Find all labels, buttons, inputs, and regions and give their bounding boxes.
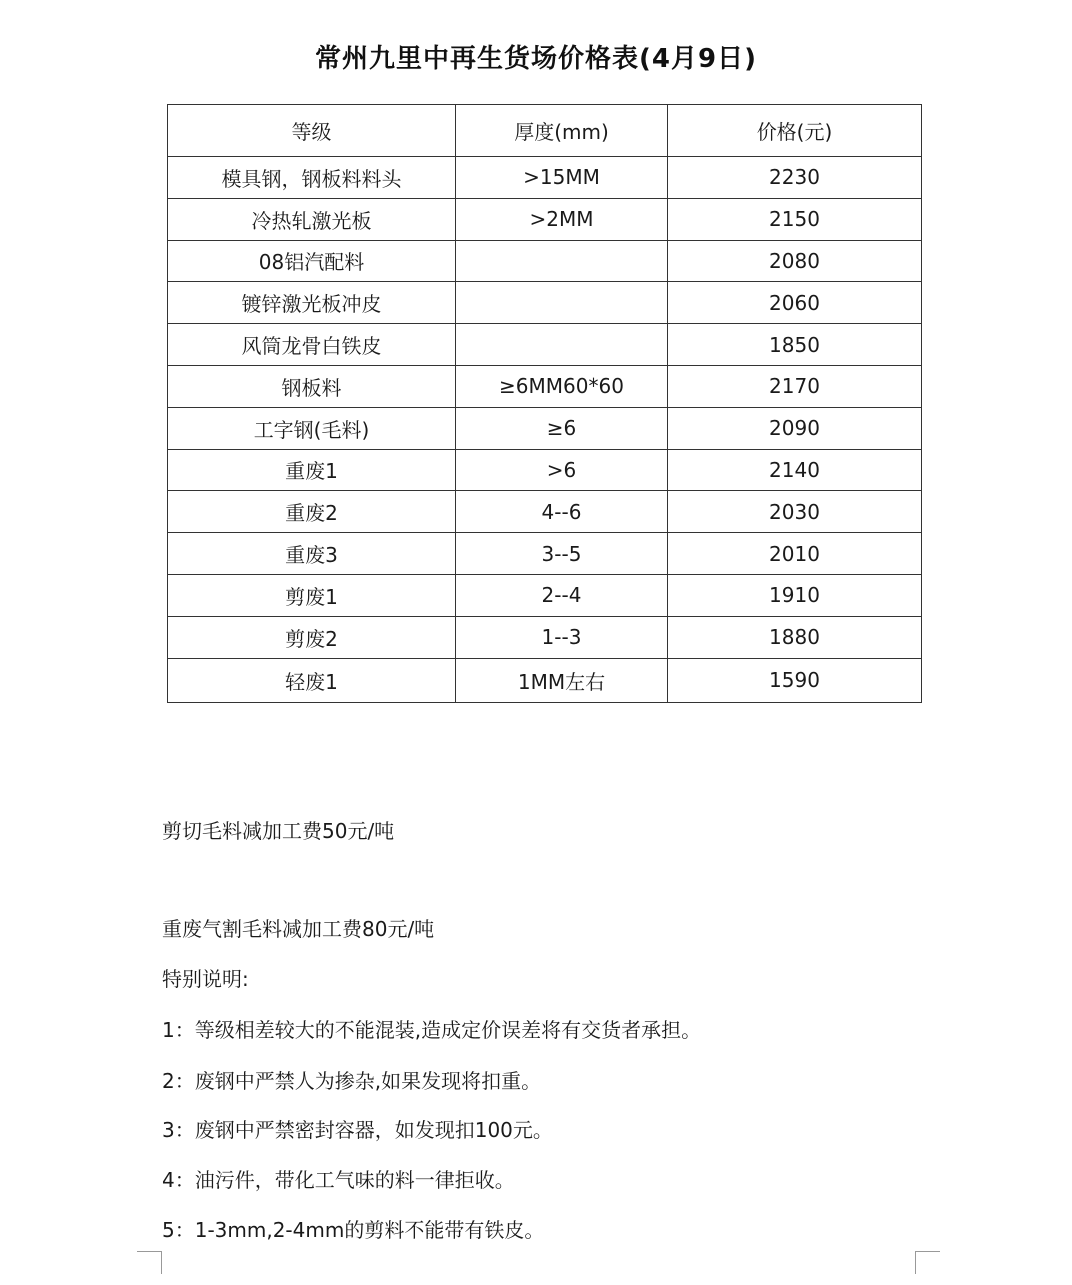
cell-grade: 钢板料 bbox=[168, 365, 456, 407]
cell-grade: 剪废2 bbox=[168, 616, 456, 658]
cell-thickness: 1--3 bbox=[456, 616, 668, 658]
cell-thickness: 2--4 bbox=[456, 574, 668, 616]
cell-price: 2030 bbox=[668, 491, 922, 533]
table-row bbox=[168, 282, 922, 324]
table-row bbox=[168, 324, 922, 366]
cell-grade: 轻废1 bbox=[168, 658, 456, 702]
cell-grade: 工字钢(毛料) bbox=[168, 407, 456, 449]
cell-thickness: >6 bbox=[456, 449, 668, 491]
cell-grade: 剪废1 bbox=[168, 574, 456, 616]
special-note-item: 2：废钢中严禁人为掺杂,如果发现将扣重。 bbox=[162, 1069, 542, 1093]
header-thickness: 厚度(mm) bbox=[456, 105, 668, 157]
cell-thickness: ≥6 bbox=[456, 407, 668, 449]
processing-fee-shear: 剪切毛料减加工费50元/吨 bbox=[162, 819, 395, 843]
cell-price: 2230 bbox=[668, 157, 922, 199]
cell-grade: 冷热轧激光板 bbox=[168, 198, 456, 240]
cell-price: 2080 bbox=[668, 240, 922, 282]
cell-price: 1590 bbox=[668, 658, 922, 702]
page-corner-mark-right bbox=[915, 1251, 940, 1274]
cell-grade: 重废3 bbox=[168, 533, 456, 575]
cell-price: 2090 bbox=[668, 407, 922, 449]
special-notes-heading: 特别说明: bbox=[162, 967, 249, 991]
cell-thickness bbox=[456, 240, 668, 282]
cell-price: 1880 bbox=[668, 616, 922, 658]
cell-grade: 重废1 bbox=[168, 449, 456, 491]
cell-price: 2170 bbox=[668, 365, 922, 407]
page-title: 常州九里中再生货场价格表(4月9日) bbox=[315, 44, 757, 74]
cell-grade: 08铝汽配料 bbox=[168, 240, 456, 282]
table-row bbox=[168, 240, 922, 282]
table-row bbox=[168, 449, 922, 491]
table-row bbox=[168, 491, 922, 533]
cell-price: 2150 bbox=[668, 198, 922, 240]
cell-price: 1850 bbox=[668, 324, 922, 366]
special-note-item: 5：1-3mm,2-4mm的剪料不能带有铁皮。 bbox=[162, 1218, 545, 1242]
table-row bbox=[168, 616, 922, 658]
price-table bbox=[167, 104, 922, 703]
page-corner-mark-left bbox=[137, 1251, 162, 1274]
cell-grade: 镀锌激光板冲皮 bbox=[168, 282, 456, 324]
processing-fee-gas-cut: 重废气割毛料减加工费80元/吨 bbox=[162, 917, 435, 941]
header-price: 价格(元) bbox=[668, 105, 922, 157]
cell-grade: 模具钢，钢板料料头 bbox=[168, 157, 456, 199]
table-row bbox=[168, 574, 922, 616]
cell-thickness: 3--5 bbox=[456, 533, 668, 575]
cell-thickness bbox=[456, 324, 668, 366]
table-row bbox=[168, 365, 922, 407]
header-grade: 等级 bbox=[168, 105, 456, 157]
table-header-row bbox=[168, 105, 922, 157]
cell-thickness: ≥6MM60*60 bbox=[456, 365, 668, 407]
table-row bbox=[168, 658, 922, 702]
table-row bbox=[168, 198, 922, 240]
special-note-item: 3：废钢中严禁密封容器，如发现扣100元。 bbox=[162, 1118, 553, 1142]
cell-price: 2060 bbox=[668, 282, 922, 324]
cell-price: 2010 bbox=[668, 533, 922, 575]
cell-thickness: >15MM bbox=[456, 157, 668, 199]
table-row bbox=[168, 533, 922, 575]
special-note-item: 4：油污件，带化工气味的料一律拒收。 bbox=[162, 1168, 515, 1192]
table-row bbox=[168, 157, 922, 199]
cell-price: 1910 bbox=[668, 574, 922, 616]
cell-price: 2140 bbox=[668, 449, 922, 491]
cell-thickness: >2MM bbox=[456, 198, 668, 240]
cell-thickness: 1MM左右 bbox=[456, 658, 668, 702]
table-row bbox=[168, 407, 922, 449]
cell-grade: 风筒龙骨白铁皮 bbox=[168, 324, 456, 366]
cell-thickness: 4--6 bbox=[456, 491, 668, 533]
special-note-item: 1：等级相差较大的不能混装,造成定价误差将有交货者承担。 bbox=[162, 1018, 702, 1042]
cell-thickness bbox=[456, 282, 668, 324]
cell-grade: 重废2 bbox=[168, 491, 456, 533]
